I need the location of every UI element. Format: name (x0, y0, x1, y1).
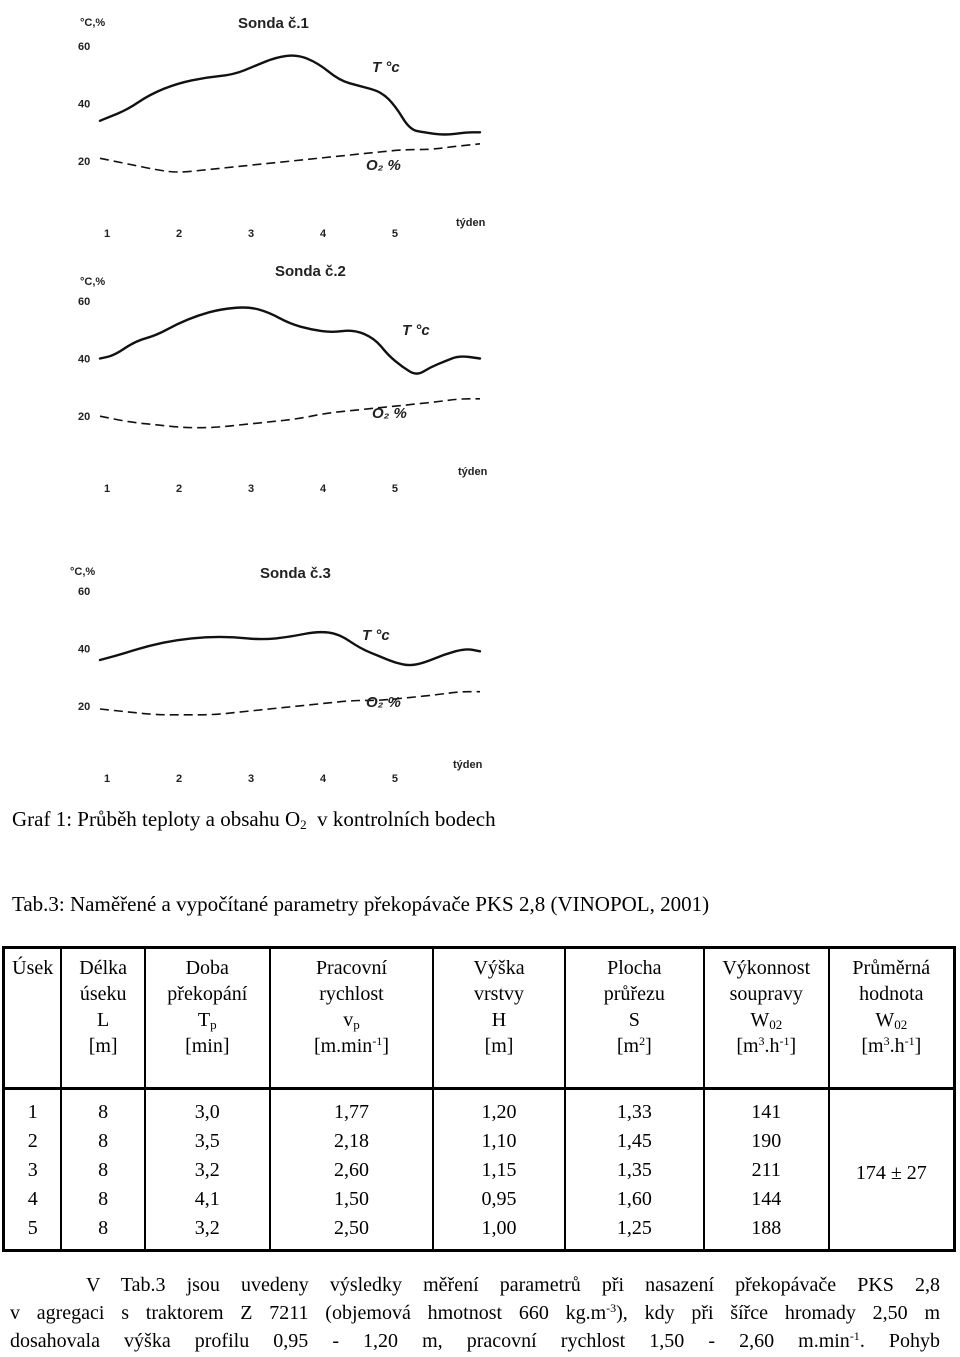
chart-title: Sonda č.2 (275, 263, 346, 280)
x-tick-label: 2 (176, 483, 183, 495)
table-header-cell: Doba překopání $T_p$ [min] (145, 948, 270, 1089)
table-row (4, 1214, 955, 1251)
table-header-cell: Plocha průřezu S $[m^2]$ (565, 948, 704, 1089)
average-cell: 174 ± 27 (829, 1089, 955, 1251)
table-cell: 1,77 (270, 1089, 434, 1128)
table-cell: 8 (61, 1089, 145, 1128)
table-cell: 1,50 (270, 1185, 434, 1214)
table-row (4, 1127, 955, 1156)
y-tick-label: 40 (78, 643, 91, 656)
table-cell: 211 (704, 1156, 829, 1185)
x-tick-label: 3 (247, 773, 255, 785)
y-tick-label: 20 (78, 156, 91, 169)
chart-sonda-3 (0, 545, 520, 795)
parameter-table (2, 946, 956, 1252)
chart-sonda-1 (0, 0, 520, 250)
table-cell: 1,15 (433, 1156, 564, 1185)
y-tick-label: 40 (78, 353, 91, 366)
x-tick-label: 4 (319, 773, 327, 785)
table-caption: Tab.3: Naměřené a vypočítané parametry překopávače PKS 2,8 (VINOPOL, 2001) (12, 892, 710, 916)
chart-xlabel: týden (456, 217, 486, 229)
table-row (4, 1089, 955, 1128)
series-label-temperature: T °c (372, 59, 400, 76)
table-cell: 190 (704, 1127, 829, 1156)
table-cell: 3,5 (145, 1127, 270, 1156)
table-cell: 141 (704, 1089, 829, 1128)
body-paragraph (10, 1271, 940, 1355)
x-tick-label: 2 (176, 228, 183, 240)
series-label-oxygen: O₂ % (366, 157, 401, 174)
series-line-oxygen (100, 692, 480, 715)
x-tick-label: 1 (104, 773, 111, 785)
table-cell: 188 (704, 1214, 829, 1251)
series-label-oxygen: O₂ % (366, 694, 401, 711)
table-cell: 0,95 (433, 1185, 564, 1214)
table-cell: 1,60 (565, 1185, 704, 1214)
x-tick-label: 4 (319, 228, 327, 240)
table-header-cell: Průměrná hodnota $W_{02}$ $[m^3.h^{-1}]$ (829, 948, 955, 1089)
table-header-cell: Pracovní rychlost $v_p$ $[m.\min^{-1}]$ (270, 948, 434, 1089)
table-cell: 1,10 (433, 1127, 564, 1156)
table-header-row (4, 948, 955, 1089)
table-cell: 144 (704, 1185, 829, 1214)
table-cell: 2,60 (270, 1156, 434, 1185)
series-line-temperature (100, 632, 480, 665)
y-tick-label: 60 (78, 295, 91, 308)
paragraph-line: V Tab.3 jsou uvedeny výsledky měření parametrů při nasazení překopávače PKS 2,8 (86, 1274, 940, 1296)
x-tick-label: 5 (391, 483, 399, 495)
table-cell: 8 (61, 1156, 145, 1185)
table-row (4, 1156, 955, 1185)
table-cell: 2,50 (270, 1214, 434, 1251)
table-row (4, 1185, 955, 1214)
table-header-cell: Úsek (4, 948, 62, 1089)
series-label-oxygen: O₂ % (372, 405, 407, 422)
chart-ylabel: °C,% (80, 17, 106, 29)
x-tick-label: 4 (319, 483, 327, 495)
series-line-oxygen (100, 144, 480, 172)
series-line-temperature (100, 56, 480, 135)
table-cell: 1,35 (565, 1156, 704, 1185)
table-cell: 1,00 (433, 1214, 564, 1251)
paragraph-line: dosahovala výška profilu 0,95 - 1,20 m, pracovní rychlost 1,50 - 2,60 $m.\min^{-1}$. Pohyb (10, 1329, 941, 1352)
chart-ylabel: °C,% (80, 276, 106, 288)
table-cell: 3,0 (145, 1089, 270, 1128)
table-cell: 3,2 (145, 1214, 270, 1251)
y-tick-label: 20 (78, 411, 91, 424)
chart-xlabel: týden (458, 466, 488, 478)
chart-title: Sonda č.1 (238, 15, 309, 32)
table-cell: 4 (27, 1188, 38, 1210)
table-cell: 3,2 (145, 1156, 270, 1185)
series-line-oxygen (100, 399, 480, 428)
paragraph-line: v agregaci s traktorem Z 7211 (objemová hmotnost 660 $kg.m^{-3}$), kdy při šířce hromady 2,50 m (10, 1301, 941, 1324)
table-cell: 2 (27, 1130, 38, 1152)
table-cell: 1,20 (433, 1089, 564, 1128)
table-header-cell: Výkonnost soupravy $W_{02}$ $[m^3.h^{-1}]$ (704, 948, 829, 1089)
x-tick-label: 1 (104, 228, 111, 240)
x-tick-label: 3 (247, 483, 255, 495)
table-cell: 5 (27, 1217, 38, 1239)
table-header-cell: Délka úseku L [m] (61, 948, 145, 1089)
series-line-temperature (100, 307, 480, 373)
table-cell: 3 (27, 1159, 38, 1181)
table-cell: 1 (27, 1101, 38, 1123)
table-cell: 1,25 (565, 1214, 704, 1251)
table-body (4, 1089, 955, 1251)
series-label-temperature: T °c (402, 322, 430, 339)
chart-sonda-2 (0, 255, 520, 505)
y-tick-label: 40 (78, 98, 91, 111)
y-tick-label: 60 (78, 585, 91, 598)
table-header-cell: Výška vrstvy H [m] (433, 948, 564, 1089)
y-tick-label: 20 (78, 701, 91, 714)
chart-ylabel: °C,% (70, 566, 96, 578)
chart-title: Sonda č.3 (260, 565, 331, 582)
x-tick-label: 2 (176, 773, 183, 785)
table-cell: 4,1 (145, 1185, 270, 1214)
chart-xlabel: týden (453, 759, 483, 771)
table-cell: 1,45 (565, 1127, 704, 1156)
series-label-temperature: T °c (362, 627, 390, 644)
x-tick-label: 3 (247, 228, 255, 240)
table-cell: 1,33 (565, 1089, 704, 1128)
x-tick-label: 1 (104, 483, 111, 495)
table-cell: 8 (61, 1214, 145, 1251)
x-tick-label: 5 (391, 773, 399, 785)
table-cell: 2,18 (270, 1127, 434, 1156)
table-cell: 8 (61, 1127, 145, 1156)
y-tick-label: 60 (78, 40, 91, 53)
table-cell: 8 (61, 1185, 145, 1214)
graph-caption: Graf 1: Průběh teploty a obsahu $O_2$ v kontrolních bodech (12, 807, 496, 832)
x-tick-label: 5 (391, 228, 399, 240)
